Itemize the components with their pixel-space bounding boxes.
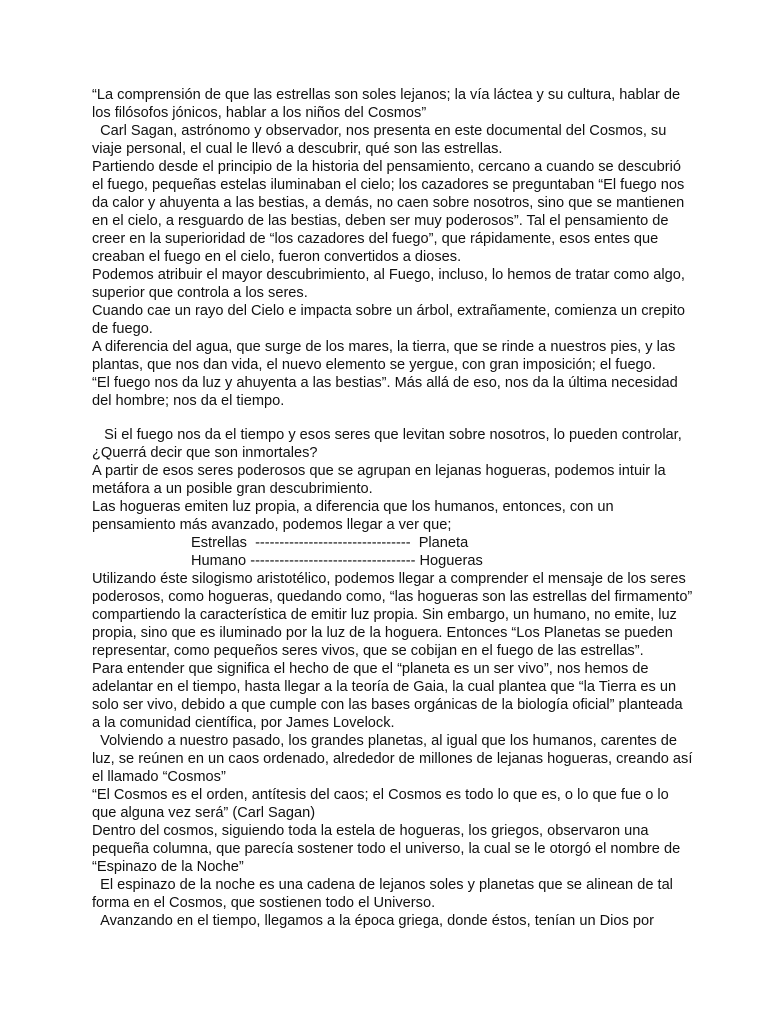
paragraph-quote-intro: “La comprensión de que las estrellas son soles lejanos; la vía láctea y su cultura, hablar de los filósofos jónicos, hablar a los niños del Cosmos” bbox=[92, 87, 685, 121]
paragraph-fire-time: “El fuego nos da luz y ahuyenta a las bestias”. Más allá de eso, nos da la última necesidad del hombre; nos da el tiempo. bbox=[92, 375, 682, 409]
paragraph-spine-night: El espinazo de la noche es una cadena de lejanos soles y planetas que se alinean de tal forma en el Cosmos, que sostienen todo el Universo. bbox=[92, 877, 677, 911]
paragraph-immortals: Si el fuego nos da el tiempo y esos seres que levitan sobre nosotros, lo pueden controlar, ¿Querrá decir que son inmortales? bbox=[92, 427, 686, 461]
document-body bbox=[92, 86, 697, 930]
paragraph-fire-discovery: Podemos atribuir el mayor descubrimiento, al Fuego, incluso, lo hemos de tratar como algo, superior que controla a los seres. bbox=[92, 267, 690, 301]
paragraph-metaphor: A partir de esos seres poderosos que se agrupan en lejanas hogueras, podemos intuir la metáfora a un posible gran descubrimiento. bbox=[92, 463, 670, 497]
paragraph-elements: A diferencia del agua, que surge de los mares, la tierra, que se rinde a nuestros pies, y las plantas, que nos dan vida, el nuevo elemento se yergue, con gran imposición; el fuego. bbox=[92, 339, 680, 373]
paragraph-gaia: Para entender que significa el hecho de que el “planeta es un ser vivo”, nos hemos de adelantar en el tiempo, hasta llegar a la teoría de Gaia, la cual plantea que “la Tierra es un solo ser vivo, debido a que cumple con las bases orgánicas de la biología oficial” planteada a la comunidad científica, por James Lovelock. bbox=[92, 661, 687, 731]
paragraph-greeks: Dentro del cosmos, siguiendo toda la estela de hogueras, los griegos, observaron una pequeña columna, que parecía sostener todo el universo, la cual se le otorgó el nombre de “Espinazo de la Noche” bbox=[92, 823, 685, 875]
paragraph-cosmos-origin: Volviendo a nuestro pasado, los grandes planetas, al igual que los humanos, carentes de luz, se reúnen en un caos ordenado, alrededor de millones de lejanas hogueras, creando así el llamado “Cosmos” bbox=[92, 733, 697, 785]
syllogism-line-stars: Estrellas -------------------------------- Planeta bbox=[191, 535, 469, 551]
paragraph-cosmos-quote: “El Cosmos es el orden, antítesis del caos; el Cosmos es todo lo que es, o lo que fue o lo que alguna vez será” (Carl Sagan) bbox=[92, 787, 673, 821]
paragraph-bonfires: Las hogueras emiten luz propia, a diferencia que los humanos, entonces, con un pensamiento más avanzado, podemos llegar a ver que; bbox=[92, 499, 618, 533]
paragraph-carl-sagan: Carl Sagan, astrónomo y observador, nos presenta en este documental del Cosmos, su viaje personal, el cual le llevó a descubrir, qué son las estrellas. bbox=[92, 123, 671, 157]
paragraph-syllogism: Utilizando éste silogismo aristotélico, podemos llegar a comprender el mensaje de los seres poderosos, como hogueras, quedando como, “las hogueras son las estrellas del firmamento” compartiendo la característica de emitir luz propia. Sin embargo, un humano, no emite, luz propia, sino que es iluminado por la luz de la hoguera. Entonces “Los Planetas se pueden representar, como pequeños seres vivos, que se cobijan en el fuego de las estrellas”. bbox=[92, 571, 697, 659]
paragraph-greek-era: Avanzando en el tiempo, llegamos a la época griega, donde éstos, tenían un Dios por bbox=[92, 913, 654, 929]
paragraph-lightning: Cuando cae un rayo del Cielo e impacta sobre un árbol, extrañamente, comienza un crepito de fuego. bbox=[92, 303, 690, 337]
paragraph-origin-fire: Partiendo desde el principio de la historia del pensamiento, cercano a cuando se descubrió el fuego, pequeñas estelas iluminaban el cielo; los cazadores se preguntaban “El fuego nos da calor y ahuyenta a las bestias, a demás, no caen sobre nosotros, sino que se mantienen en el cielo, a resguardo de las bestias, deben ser muy poderosos”. Tal el pensamiento de creer en la superioridad de “los cazadores del fuego”, que rápidamente, esos entes que creaban el fuego en el cielo, fueron convertidos a dioses. bbox=[92, 159, 689, 265]
syllogism-line-human: Humano ---------------------------------- Hogueras bbox=[191, 553, 483, 569]
